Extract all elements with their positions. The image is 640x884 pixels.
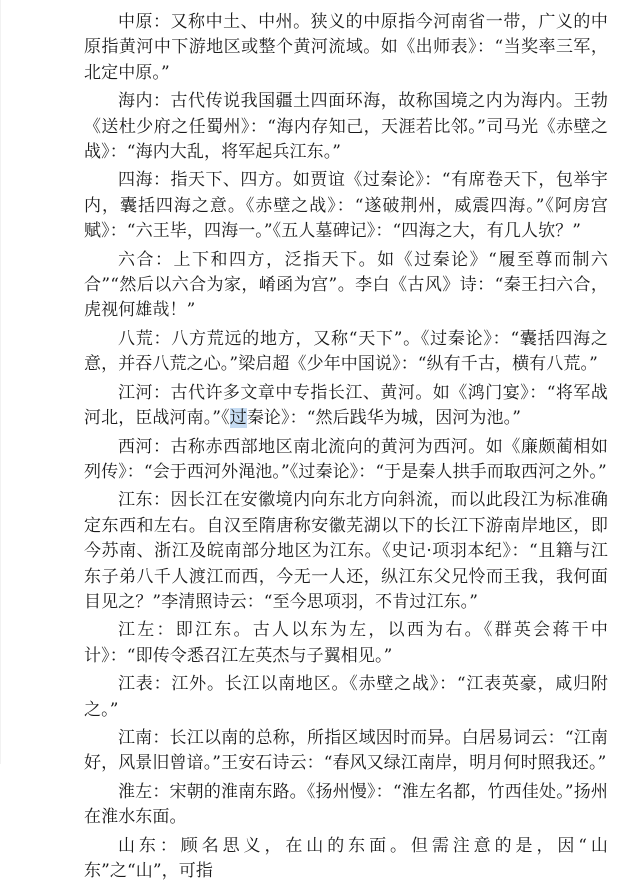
entry-sihai: 四海：指天下、四方。如贾谊《过秦论》：“有席卷天下，包举宇内，囊括四海之意。《赤壁之战》：“遂破荆州，威震四海。”《阿房宫赋》：“六王毕，四海一。”《五人墓碑记》：“四海之大，有几人欤？” bbox=[84, 170, 608, 242]
entry-bahuang: 八荒：八方荒远的地方，又称“天下”。《过秦论》：“囊括四海之意，并吞八荒之心。”梁启超《少年中国说》：“纵有千古，横有八荒。” bbox=[84, 328, 608, 375]
entry-jiangzuo: 江左：即江东。古人以东为左，以西为右。《群英会蒋干中计》：“即传令悉召江左英杰与子翼相见。” bbox=[84, 620, 608, 666]
entry-jiangnan: 江南：长江以南的总称，所指区域因时而异。白居易词云：“江南好，风景旧曾谙。”王安石诗云：“春风又绿江南岸，明月何时照我还。” bbox=[84, 727, 608, 774]
entry-jianghe bbox=[84, 381, 608, 432]
entry-jianghe-text-a: 江河：古代许多文章中专指长江、黄河。如《鸿门宴》：“将军战河北，臣战河南。”《 bbox=[84, 382, 608, 429]
entry-zhongyuan: 中原：又称中土、中州。狭义的中原指今河南省一带，广义的中原指黄河中下游地区或整个黄河流域。如《出师表》：“当奖率三军，北定中原。” bbox=[84, 12, 608, 83]
entry-hainei: 海内：古代传说我国疆土四面环海，故称国境之内为海内。王勃《送杜少府之任蜀州》：“海内存知己，天涯若比邻。”司马光《赤壁之战》：“海内大乱，将军起兵江东。” bbox=[84, 91, 608, 163]
entry-huaizuo: 淮左：宋朝的淮南东路。《扬州慢》：“淮左名都，竹西佳处。”扬州在淮水东面。 bbox=[84, 781, 608, 828]
entry-shandong: 山东：顾名思义，在山的东面。但需注意的是，因“山东”之“山”，可指 bbox=[84, 835, 608, 881]
entry-jiangdong: 江东：因长江在安徽境内向东北方向斜流，而以此段江为标准确定东西和左右。自汉至隋唐称安徽芜湖以下的长江下游南岸地区，即今苏南、浙江及皖南部分地区为江东。《史记·项羽本纪》：“且籍与江东子弟八千人渡江而西，今无一人还，纵江东父兄怜而王我，我何面目见之？”李清照诗云：“至今思项羽，不肯过江东。” bbox=[84, 490, 608, 612]
entry-liuhe: 六合：上下和四方，泛指天下。如《过秦论》“履至尊而制六合”“然后以六合为家，崤函为宫”。李白《古风》诗：“秦王扫六合，虎视何雄哉！” bbox=[84, 249, 608, 321]
entry-jianghe-text-b: 秦论》：“然后践华为城，因河为池。” bbox=[246, 408, 521, 429]
page-edge bbox=[0, 0, 1, 764]
entry-xihe: 西河：古称赤西部地区南北流向的黄河为西河。如《廉颇蔺相如列传》：“会于西河外渑池。”《过秦论》：“于是秦人拱手而取西河之外。” bbox=[84, 436, 608, 482]
entry-jiangbiao: 江表：江外。长江以南地区。《赤壁之战》：“江表英豪，咸归附之。” bbox=[84, 674, 608, 720]
text-selection-highlight[interactable]: 过 bbox=[229, 408, 247, 429]
